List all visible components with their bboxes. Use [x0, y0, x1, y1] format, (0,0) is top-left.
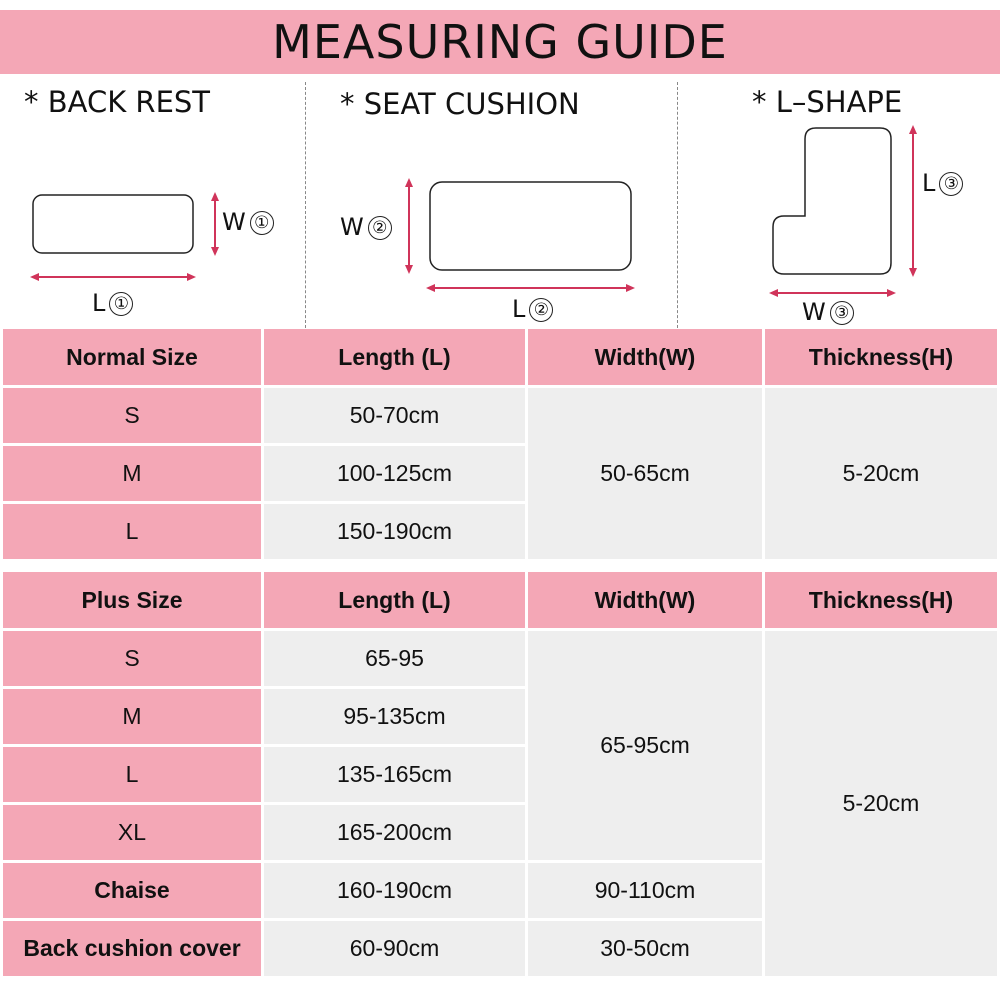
measuring-diagrams: [0, 74, 1000, 330]
l-shape-label: * L–SHAPE: [752, 85, 903, 119]
width-cell: 90-110cm: [528, 863, 762, 918]
page-title: MEASURING GUIDE: [272, 15, 728, 69]
length-cell: 100-125cm: [264, 446, 525, 501]
length-cell: 135-165cm: [264, 747, 525, 802]
length-cell: 50-70cm: [264, 388, 525, 443]
header-length: Length (L): [264, 329, 525, 385]
size-cell: S: [3, 631, 261, 686]
length-cell: 160-190cm: [264, 863, 525, 918]
length-cell: 165-200cm: [264, 805, 525, 860]
plus-size-table: [0, 569, 1000, 979]
thickness-cell: 5-20cm: [765, 388, 997, 559]
size-cell: XL: [3, 805, 261, 860]
seat-cushion-label: * SEAT CUSHION: [340, 87, 580, 121]
length-cell: 65-95: [264, 631, 525, 686]
back-rest-label: * BACK REST: [24, 85, 211, 119]
size-cell: L: [3, 504, 261, 559]
size-cell: L: [3, 747, 261, 802]
table-row: [3, 631, 997, 686]
title-banner: [0, 10, 1000, 74]
header-thickness: Thickness(H): [765, 572, 997, 628]
header-width: Width(W): [528, 329, 762, 385]
length-cell: 150-190cm: [264, 504, 525, 559]
seat-cushion-length-dim: L ②: [512, 295, 553, 323]
header-thickness: Thickness(H): [765, 329, 997, 385]
seat-cushion-width-dim: W ②: [340, 213, 392, 241]
table-header-row: [3, 572, 997, 628]
back-rest-shape: [33, 195, 193, 253]
size-cell: M: [3, 689, 261, 744]
length-cell: 60-90cm: [264, 921, 525, 976]
normal-size-table: [0, 326, 1000, 562]
table-row: [3, 388, 997, 443]
size-cell: S: [3, 388, 261, 443]
width-cell: 65-95cm: [528, 631, 762, 860]
width-cell: 50-65cm: [528, 388, 762, 559]
thickness-cell: 5-20cm: [765, 631, 997, 976]
width-cell: 30-50cm: [528, 921, 762, 976]
header-length: Length (L): [264, 572, 525, 628]
header-width: Width(W): [528, 572, 762, 628]
table-header-row: [3, 329, 997, 385]
back-rest-width-dim: W ①: [222, 208, 274, 236]
size-cell: Chaise: [3, 863, 261, 918]
header-size: Plus Size: [3, 572, 261, 628]
l-shape-width-dim: W ③: [802, 298, 854, 326]
back-rest-length-dim: L ①: [92, 289, 133, 317]
size-cell: Back cushion cover: [3, 921, 261, 976]
seat-cushion-shape: [430, 182, 631, 270]
length-cell: 95-135cm: [264, 689, 525, 744]
size-cell: M: [3, 446, 261, 501]
header-size: Normal Size: [3, 329, 261, 385]
l-shape-length-dim: L ③: [922, 169, 963, 197]
l-shape-shape: [773, 128, 891, 274]
